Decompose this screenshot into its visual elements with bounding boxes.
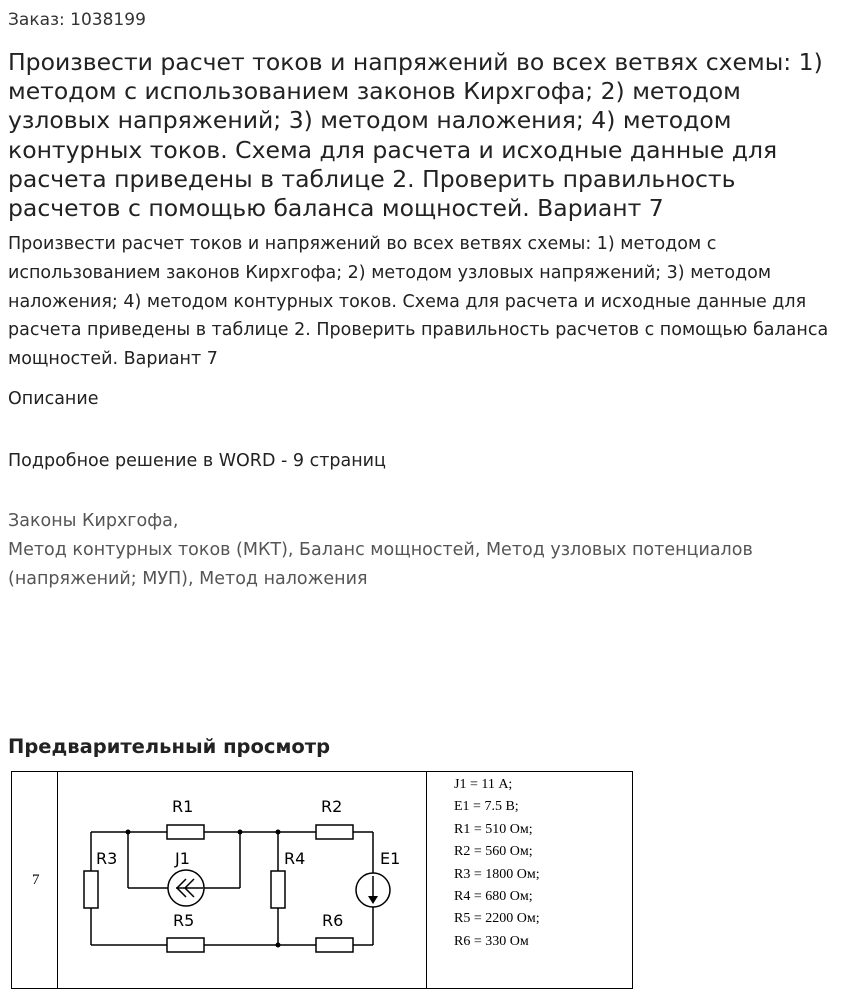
page-title: Произвести расчет токов и напряжений во всех ветвях схемы: 1) методом с использованием законов Кирхгофа; 2) методом узловых напряжений; 3) методом наложения; 4) методом контурных токов. Схема для расчета и исходные данные для расчета приведены в таблице 2. Проверить правильность расчетов с помощью баланса мощностей. Вариант 7 [8,48,823,223]
param-e1: E1 = 7.5 В; [454,799,519,815]
description-heading: Описание [8,389,99,409]
resistor-r4 [271,871,285,908]
param-r3: R3 = 1800 Ом; [454,866,540,882]
task-description: Произвести расчет токов и напряжений во всех ветвях схемы: 1) методом с использованием законов Кирхгофа; 2) методом узловых напряжений; 3) методом наложения; 4) методом контурных токов. Схема для расчета и исходные данные для расчета приведены в таблице 2. Проверить правильность расчетов с помощью баланса мощностей. Вариант 7 [8,234,829,370]
param-r6: R6 = 330 Ом [454,933,529,949]
tag-link[interactable]: Баланс мощностей [299,539,475,560]
label-r6: R6 [322,911,344,930]
label-r5: R5 [173,911,195,930]
label-e1: E1 [380,849,401,868]
voltage-source-e1 [356,873,390,907]
resistor-r1 [167,825,204,839]
solution-detail: Подробное решение в WORD - 9 страниц [8,451,386,471]
param-r2: R2 = 560 Ом; [454,844,533,860]
label-r3: R3 [96,849,118,868]
tag-link[interactable]: Законы Кирхгофа [8,511,173,531]
param-j1: J1 = 11 А; [454,777,513,792]
order-number: Заказ: 1038199 [8,10,146,30]
tag-link[interactable]: Метод контурных токов (МКТ) [8,539,288,560]
label-j1: J1 [175,849,190,868]
table-divider [426,772,427,988]
resistor-r6 [316,938,353,952]
label-r4: R4 [284,849,306,868]
parameter-list [454,774,540,953]
label-r1: R1 [172,797,194,816]
circuit-diagram [58,772,426,988]
tag-link[interactable]: Метод узловых потенциалов (напряжений; МУП) [8,539,753,589]
tag-list: Законы Кирхгофа, Метод контурных токов (МКТ), Баланс мощностей, Метод узловых потенциалов (напряжений; МУП), Метод наложения [8,511,753,589]
preview-heading: Предварительный просмотр [8,735,331,758]
variant-number: 7 [32,872,40,888]
param-r4: R4 = 680 Ом; [454,889,533,905]
tag-link[interactable]: Метод наложения [199,568,368,589]
param-r1: R1 = 510 Ом; [454,821,533,837]
resistor-r5 [167,938,204,952]
resistor-r3 [84,871,98,908]
resistor-r2 [316,825,353,839]
label-r2: R2 [321,797,343,816]
preview-image [11,771,633,989]
current-source-j1 [168,870,204,906]
param-r5: R5 = 2200 Ом; [454,911,540,927]
